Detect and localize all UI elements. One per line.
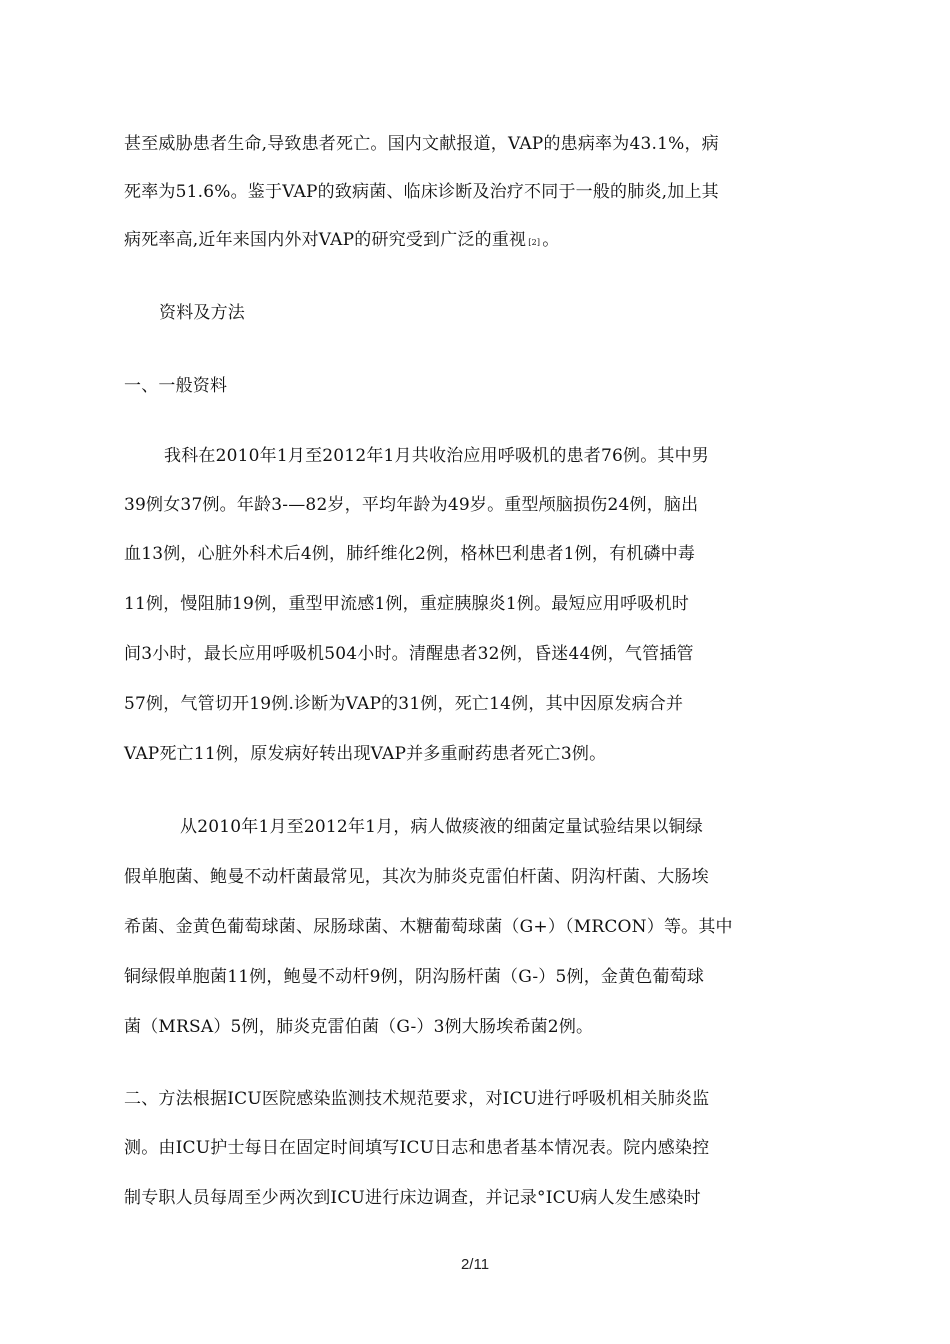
paragraph-line: 菌（MRSA）5例，肺炎克雷伯菌（G-）3例大肠埃希菌2例。	[124, 1017, 594, 1037]
paragraph-line: 二、方法根据ICU医院感染监测技术规范要求，对ICU进行呼吸机相关肺炎监	[124, 1089, 710, 1109]
subsection-heading-general: 一、一般资料	[124, 376, 228, 396]
citation-ref[interactable]: [2]	[528, 238, 541, 247]
intro-line-3-end: 。	[542, 230, 560, 250]
paragraph-line: 39例女37例。年龄3-—82岁，平均年龄为49岁。重型颅脑损伤24例，脑出	[124, 495, 699, 515]
paragraph-line: 57例，气管切开19例.诊断为VAP的31例，死亡14例，其中因原发病合并	[124, 694, 684, 714]
paragraph-line: 希菌、金黄色葡萄球菌、尿肠球菌、木糖葡萄球菌（G+）（MRCON）等。其中	[124, 917, 733, 937]
paragraph-line: 11例，慢阻肺19例，重型甲流感1例，重症胰腺炎1例。最短应用呼吸机时	[124, 594, 689, 614]
page-number: 2/11	[460, 1256, 490, 1273]
paragraph-line: 间3小时，最长应用呼吸机504小时。清醒患者32例，昏迷44例，气管插管	[124, 644, 694, 664]
intro-line-3	[124, 229, 824, 254]
intro-line-1: 甚至威胁患者生命,导致患者死亡。国内文献报道，VAP的患病率为43.1%，病	[124, 134, 719, 154]
paragraph-line: 从2010年1月至2012年1月，病人做痰液的细菌定量试验结果以铜绿	[180, 817, 703, 837]
paragraph-line: 假单胞菌、鲍曼不动杆菌最常见，其次为肺炎克雷伯杆菌、阴沟杆菌、大肠埃	[124, 867, 709, 887]
intro-line-3-text: 病死率高,近年来国内外对VAP的研究受到广泛的重视	[124, 230, 527, 250]
paragraph-line: 我科在2010年1月至2012年1月共收治应用呼吸机的患者76例。其中男	[164, 446, 709, 466]
paragraph-line: VAP死亡11例，原发病好转出现VAP并多重耐药患者死亡3例。	[124, 744, 607, 764]
section-heading: 资料及方法	[159, 303, 245, 323]
paragraph-line: 测。由ICU护士每日在固定时间填写ICU日志和患者基本情况表。院内感染控	[124, 1138, 710, 1158]
paragraph-line: 铜绿假单胞菌11例，鲍曼不动杆9例，阴沟肠杆菌（G-）5例，金黄色葡萄球	[124, 967, 705, 987]
intro-line-2: 死率为51.6%。鉴于VAP的致病菌、临床诊断及治疗不同于一般的肺炎,加上其	[124, 182, 719, 202]
paragraph-line: 制专职人员每周至少两次到ICU进行床边调查，并记录°ICU病人发生感染时	[124, 1188, 701, 1208]
paragraph-line: 血13例，心脏外科术后4例，肺纤维化2例，格林巴利患者1例，有机磷中毒	[124, 544, 696, 564]
